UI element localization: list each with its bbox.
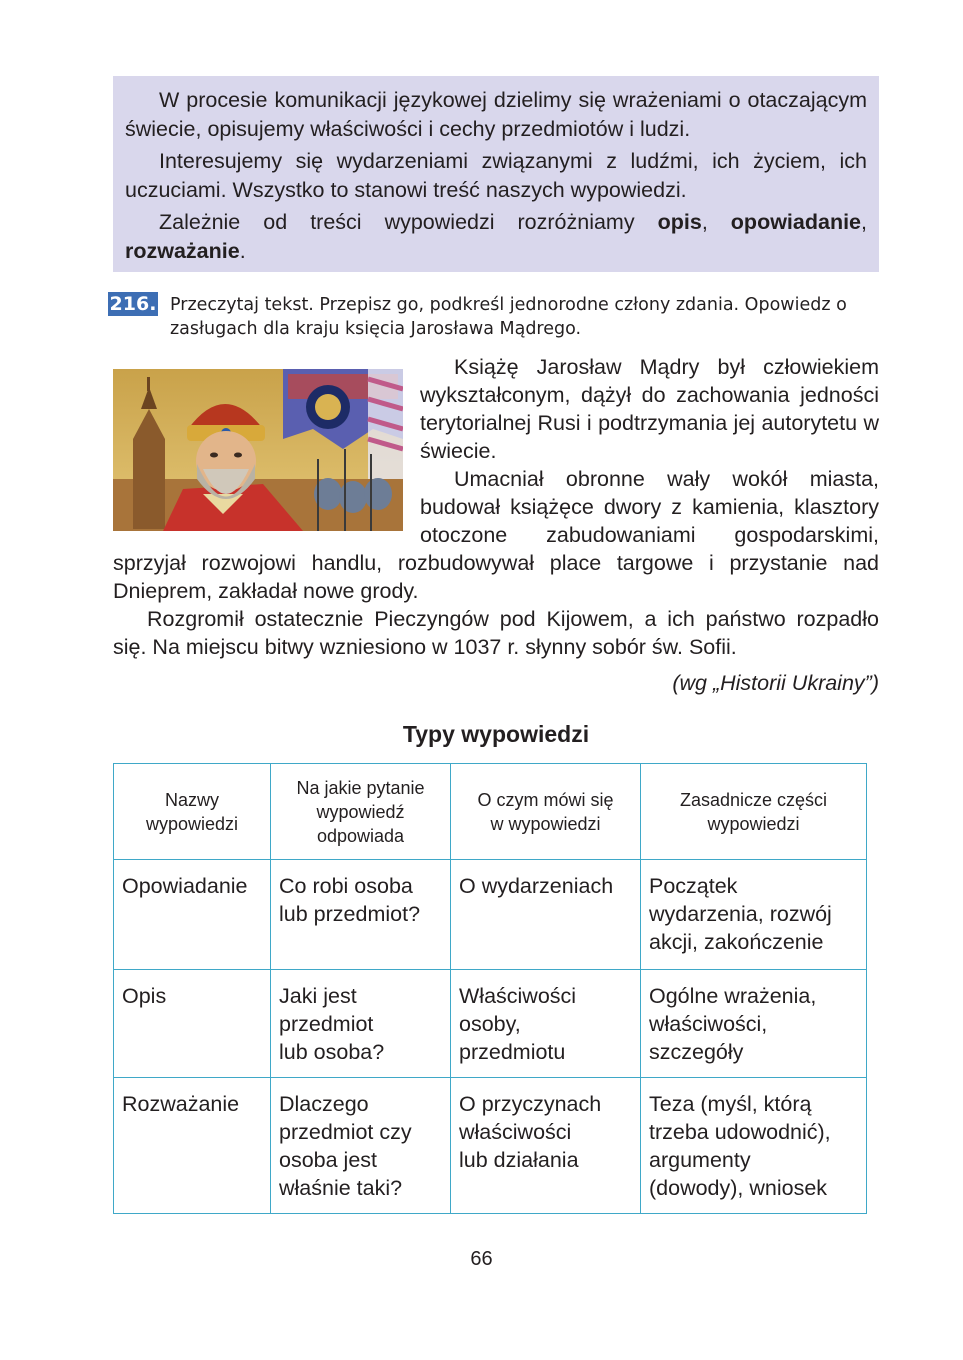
separator: ,	[861, 210, 867, 234]
term-rozwazanie: rozważanie	[125, 239, 240, 263]
text-types-table	[113, 763, 867, 1214]
table-header-row	[114, 764, 867, 860]
separator: ,	[701, 210, 731, 234]
story-paragraph-3: Rozgromił ostatecznie Pieczyngów pod Kijowem, a ich państwo rozpadło się. Na miejscu bitwy wzniesiono w 1037 r. słynny sobór św. Sofii.	[113, 607, 879, 659]
table-cell: Teza (myśl, którą trzeba udowodnić), argumenty (dowody), wniosek	[641, 1078, 867, 1214]
table-cell: Co robi osoba lub przedmiot?	[271, 860, 451, 970]
definition-paragraph-2: Interesujemy się wydarzeniami związanymi z ludźmi, ich życiem, ich uczuciami. Wszystko to stanowi treść naszych wypowiedzi.	[125, 149, 867, 202]
table-cell: Dlaczego przedmiot czy osoba jest właśnie taki?	[271, 1078, 451, 1214]
table-cell: Właściwości osoby, przedmiotu	[451, 970, 641, 1078]
yaroslav-portrait-image	[113, 369, 403, 531]
table-cell: Początek wydarzenia, rozwój akcji, zakończenie	[641, 860, 867, 970]
definition-paragraph-1: W procesie komunikacji językowej dzielimy się wrażeniami o otaczającym świecie, opisujemy właściwości i cechy przedmiotów i ludzi.	[125, 88, 867, 141]
table-cell: Opowiadanie	[114, 860, 271, 970]
header-parts: Zasadnicze części wypowiedzi	[641, 764, 867, 860]
table-cell: Ogólne wrażenia, właściwości, szczegóły	[641, 970, 867, 1078]
term-opis: opis	[657, 210, 702, 234]
term-opowiadanie: opowiadanie	[730, 210, 862, 234]
table-cell: Rozważanie	[114, 1078, 271, 1214]
definition-paragraph-3	[125, 208, 867, 266]
exercise-number-badge: 216.	[109, 293, 157, 315]
header-subject: O czym mówi się w wypowiedzi	[451, 764, 641, 860]
exercise-instruction: Przeczytaj tekst. Przepisz go, podkreśl jednorodne człony zdania. Opowiedz o zasługach dla kraju księcia Jarosława Mądrego.	[170, 295, 847, 339]
table-row	[114, 970, 867, 1078]
table-cell: O przyczynach właściwości lub działania	[451, 1078, 641, 1214]
definition-box	[113, 76, 879, 272]
table-row	[114, 1078, 867, 1214]
table-row	[114, 860, 867, 970]
page-number: 66	[470, 1248, 493, 1270]
story-paragraph-2: Umacniał obronne wały wokół miasta, budował książęce dwory z kamienia, klasztory otoczone zabudowaniami gospodarskimi, sprzyjał rozwojowi handlu, rozbudowywał place targowe i przystanie nad Dnieprem, zakładał nowe grody.	[113, 467, 879, 603]
table-title: Typy wypowiedzi	[402, 721, 590, 747]
header-names: Nazwy wypowiedzi	[114, 764, 271, 860]
table-cell: Opis	[114, 970, 271, 1078]
story-paragraph-1: Książę Jarosław Mądry był człowiekiem wykształconym, dążył do zachowania jedności terytorialnej Rusi i podtrzymania jej autorytetu w świecie.	[420, 355, 879, 463]
definition-text: Zależnie od treści wypowiedzi rozróżniamy	[159, 210, 658, 234]
period: .	[239, 239, 246, 263]
table-cell: Jaki jest przedmiot lub osoba?	[271, 970, 451, 1078]
header-question: Na jakie pytanie wypowiedź odpowiada	[271, 764, 451, 860]
table-cell: O wydarzeniach	[451, 860, 641, 970]
source-citation: (wg „Historii Ukrainy”)	[672, 671, 879, 695]
